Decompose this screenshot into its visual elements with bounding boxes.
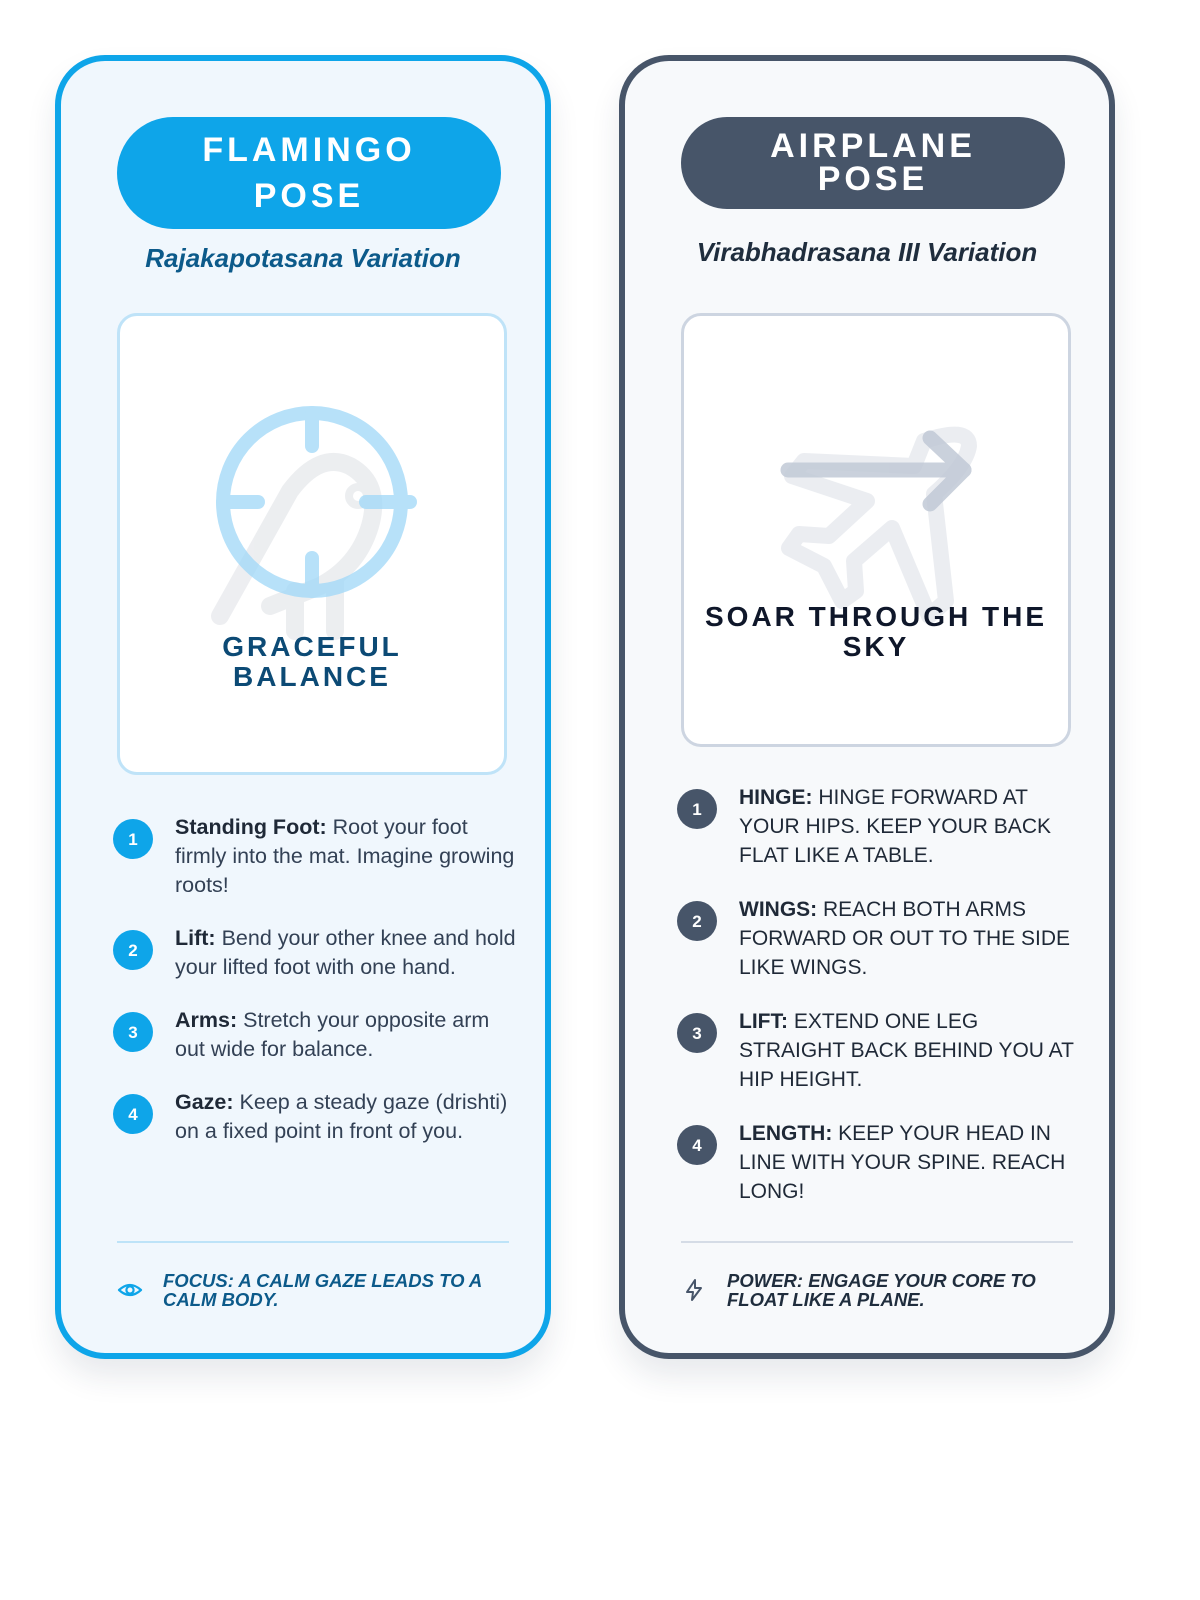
card-footer [681, 1271, 1073, 1309]
step-item [113, 813, 517, 900]
step-text: Root your foot firmly into the mat. Imagine growing roots! [175, 815, 515, 897]
card-title-pill [681, 117, 1065, 209]
steps-list [113, 813, 517, 1170]
lightning-icon [681, 1277, 707, 1303]
card-footer [117, 1271, 509, 1309]
step-number: 4 [677, 1125, 717, 1165]
step-item [677, 1007, 1081, 1094]
step-label: Gaze: [175, 1090, 240, 1114]
step-item [113, 924, 517, 982]
steps-list [677, 783, 1081, 1231]
step-number: 3 [113, 1012, 153, 1052]
step-number: 3 [677, 1013, 717, 1053]
divider [117, 1241, 509, 1243]
step-item [677, 1119, 1081, 1206]
step-text: Stretch your opposite arm out wide for balance. [175, 1008, 490, 1061]
figure-caption: GRACEFUL BALANCE [222, 631, 402, 692]
step-label: LIFT: [739, 1010, 794, 1033]
card-subtitle: Rajakapotasana Variation [145, 243, 461, 273]
step-item [113, 1088, 517, 1146]
pose-illustration [117, 313, 507, 775]
step-item [113, 1006, 517, 1064]
step-number: 1 [677, 789, 717, 829]
figure-caption: SOAR THROUGH THE SKY [705, 601, 1047, 662]
step-item [677, 783, 1081, 870]
step-label: LENGTH: [739, 1122, 839, 1145]
step-label: Lift: [175, 926, 222, 950]
step-label: HINGE: [739, 786, 819, 809]
step-text: Bend your other knee and hold your lifted foot with one hand. [175, 926, 516, 979]
eye-icon [117, 1277, 143, 1303]
step-label: Standing Foot: [175, 815, 333, 839]
step-label: WINGS: [739, 898, 823, 921]
step-text: Keep a steady gaze (drishti) on a fixed point in front of you. [175, 1090, 508, 1143]
step-text: EXTEND ONE LEG STRAIGHT BACK BEHIND YOU AT HIP HEIGHT. [739, 1010, 1074, 1091]
footer-tip: FOCUS: A CALM GAZE LEADS TO A CALM BODY. [163, 1270, 482, 1310]
step-label: Arms: [175, 1008, 244, 1032]
crosshair-icon [120, 316, 504, 772]
divider [681, 1241, 1073, 1243]
pose-illustration [681, 313, 1071, 747]
step-number: 1 [113, 819, 153, 859]
card-subtitle: Virabhadrasana III Variation [696, 237, 1038, 267]
step-text: HINGE FORWARD AT YOUR HIPS. KEEP YOUR BACK FLAT LIKE A TABLE. [739, 786, 1051, 867]
step-item [677, 895, 1081, 982]
arrow-right-icon [684, 316, 1068, 744]
step-number: 4 [113, 1094, 153, 1134]
card-title-pill [117, 117, 501, 229]
card-title: AIRPLANE POSE [770, 127, 976, 198]
footer-tip: POWER: ENGAGE YOUR CORE TO FLOAT LIKE A PLANE. [727, 1270, 1036, 1310]
step-number: 2 [113, 930, 153, 970]
airplane-pose-card [619, 55, 1115, 1359]
step-number: 2 [677, 901, 717, 941]
step-text: REACH BOTH ARMS FORWARD OR OUT TO THE SIDE LIKE WINGS. [739, 898, 1070, 979]
step-text: KEEP YOUR HEAD IN LINE WITH YOUR SPINE. REACH LONG! [739, 1122, 1066, 1203]
card-title: FLAMINGO POSE [202, 131, 416, 215]
flamingo-pose-card [55, 55, 551, 1359]
